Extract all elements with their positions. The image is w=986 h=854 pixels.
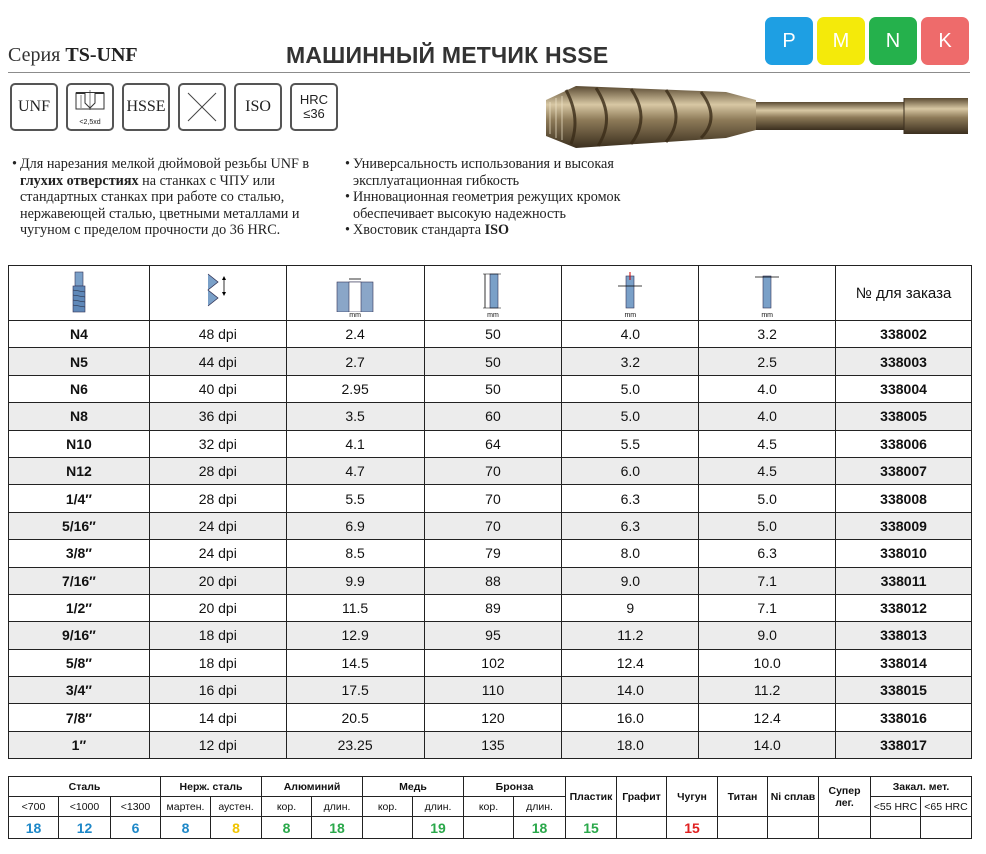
dimensions-table-body bbox=[9, 321, 972, 759]
cell-pitch: 24 dpi bbox=[149, 512, 286, 539]
cell-square: 4.5 bbox=[699, 457, 836, 484]
mat-stainless: Нерж. сталь bbox=[161, 777, 262, 797]
cell-pitch: 36 dpi bbox=[149, 403, 286, 430]
cell-square: 4.0 bbox=[699, 403, 836, 430]
table-row bbox=[9, 403, 972, 430]
sub-steel-700: <700 bbox=[9, 797, 59, 817]
feature-icons bbox=[10, 83, 338, 131]
cell-l: 120 bbox=[424, 704, 562, 731]
value-cast_iron: 15 bbox=[667, 817, 718, 839]
cell-shank: 9 bbox=[562, 594, 699, 621]
value-al2: 18 bbox=[312, 817, 363, 839]
material-badge-p: P bbox=[765, 17, 813, 65]
table-row bbox=[9, 540, 972, 567]
cell-size: 5/8″ bbox=[9, 649, 150, 676]
sub-br-short: кор. bbox=[464, 797, 514, 817]
blind-hole-depth-icon bbox=[66, 83, 114, 131]
value-h2 bbox=[921, 817, 972, 839]
sub-cu-long: длин. bbox=[413, 797, 464, 817]
table-row bbox=[9, 348, 972, 375]
cell-size: N6 bbox=[9, 375, 150, 402]
cell-shank: 4.0 bbox=[562, 321, 699, 348]
mat-cast-iron: Чугун bbox=[667, 777, 718, 817]
col-order-header: № для заказа bbox=[836, 266, 972, 321]
table-row bbox=[9, 512, 972, 539]
cell-d: 3.5 bbox=[286, 403, 424, 430]
cell-size: N5 bbox=[9, 348, 150, 375]
table-row bbox=[9, 704, 972, 731]
cell-square: 3.2 bbox=[699, 321, 836, 348]
table-row bbox=[9, 567, 972, 594]
cell-d: 14.5 bbox=[286, 649, 424, 676]
description-item bbox=[12, 156, 312, 239]
cell-l: 70 bbox=[424, 457, 562, 484]
feature-item: • Инновационная геометрия режущих кромок обеспечивает высокую надежность bbox=[345, 189, 645, 222]
cell-pitch: 28 dpi bbox=[149, 485, 286, 512]
value-ss1: 8 bbox=[161, 817, 211, 839]
cell-square: 12.4 bbox=[699, 704, 836, 731]
cell-d: 2.95 bbox=[286, 375, 424, 402]
sub-cu-short: кор. bbox=[363, 797, 413, 817]
cell-size: N10 bbox=[9, 430, 150, 457]
materials-values-row bbox=[9, 817, 972, 839]
feature-bold: ISO bbox=[484, 222, 510, 238]
cell-pitch: 18 dpi bbox=[149, 649, 286, 676]
cell-d: 2.4 bbox=[286, 321, 424, 348]
cell-order: 338005 bbox=[836, 403, 972, 430]
cell-pitch: 24 dpi bbox=[149, 540, 286, 567]
description-left bbox=[12, 156, 312, 239]
mat-copper: Медь bbox=[363, 777, 464, 797]
cell-pitch: 18 dpi bbox=[149, 622, 286, 649]
unit-label: mm bbox=[624, 312, 637, 319]
cell-d: 9.9 bbox=[286, 567, 424, 594]
cell-l: 79 bbox=[424, 540, 562, 567]
mat-titanium: Титан bbox=[718, 777, 768, 817]
cell-order: 338016 bbox=[836, 704, 972, 731]
hrc-icon bbox=[290, 83, 338, 131]
overall-length-icon bbox=[481, 272, 505, 312]
value-s2: 12 bbox=[59, 817, 111, 839]
col-size-header bbox=[9, 266, 150, 321]
sub-steel-1300: <1300 bbox=[111, 797, 161, 817]
series-label bbox=[8, 44, 138, 67]
cell-l: 70 bbox=[424, 512, 562, 539]
cell-order: 338012 bbox=[836, 594, 972, 621]
cell-order: 338013 bbox=[836, 622, 972, 649]
cell-size: N12 bbox=[9, 457, 150, 484]
cell-shank: 5.0 bbox=[562, 403, 699, 430]
table-row bbox=[9, 485, 972, 512]
materials-group-row bbox=[9, 777, 972, 797]
cell-l: 110 bbox=[424, 677, 562, 704]
feature-text: Хвостовик стандарта bbox=[353, 222, 485, 238]
material-group-badges bbox=[765, 17, 969, 65]
cell-shank: 5.5 bbox=[562, 430, 699, 457]
table-row bbox=[9, 430, 972, 457]
cell-size: N4 bbox=[9, 321, 150, 348]
cell-order: 338010 bbox=[836, 540, 972, 567]
hsse-icon: HSSE bbox=[122, 83, 170, 131]
table-row bbox=[9, 622, 972, 649]
cell-shank: 5.0 bbox=[562, 375, 699, 402]
cell-d: 11.5 bbox=[286, 594, 424, 621]
sub-hrc-55: <55 HRC bbox=[871, 797, 921, 817]
value-ss2: 8 bbox=[211, 817, 262, 839]
drill-diameter-icon bbox=[335, 276, 375, 312]
sub-al-short: кор. bbox=[262, 797, 312, 817]
cell-size: 7/16″ bbox=[9, 567, 150, 594]
description-bold: глухих отверстиях bbox=[20, 172, 139, 189]
value-titanium bbox=[718, 817, 768, 839]
col-square-header bbox=[699, 266, 836, 321]
value-br2: 18 bbox=[514, 817, 566, 839]
hrc-value: ≤36 bbox=[303, 106, 325, 121]
cell-square: 5.0 bbox=[699, 485, 836, 512]
cell-l: 88 bbox=[424, 567, 562, 594]
feature-item: • Универсальность использования и высокая эксплуатационная гибкость bbox=[345, 156, 645, 189]
cell-shank: 6.0 bbox=[562, 457, 699, 484]
cell-square: 4.0 bbox=[699, 375, 836, 402]
cell-shank: 16.0 bbox=[562, 704, 699, 731]
value-cu1 bbox=[363, 817, 413, 839]
value-h1 bbox=[871, 817, 921, 839]
cell-order: 338014 bbox=[836, 649, 972, 676]
square-size-icon bbox=[753, 272, 781, 312]
cell-order: 338004 bbox=[836, 375, 972, 402]
cell-pitch: 16 dpi bbox=[149, 677, 286, 704]
cell-pitch: 44 dpi bbox=[149, 348, 286, 375]
materials-table bbox=[8, 776, 972, 839]
table-row bbox=[9, 594, 972, 621]
table-header-row bbox=[9, 266, 972, 321]
cell-d: 20.5 bbox=[286, 704, 424, 731]
series-name: TS-UNF bbox=[65, 44, 138, 66]
cell-d: 23.25 bbox=[286, 731, 424, 758]
cell-square: 14.0 bbox=[699, 731, 836, 758]
cell-d: 8.5 bbox=[286, 540, 424, 567]
cell-size: N8 bbox=[9, 403, 150, 430]
cell-shank: 12.4 bbox=[562, 649, 699, 676]
unit-label: mm bbox=[349, 312, 361, 319]
sub-br-long: длин. bbox=[514, 797, 566, 817]
description-right bbox=[345, 156, 645, 239]
material-badge-k: K bbox=[921, 17, 969, 65]
cell-square: 9.0 bbox=[699, 622, 836, 649]
table-row bbox=[9, 321, 972, 348]
table-row bbox=[9, 731, 972, 758]
cell-size: 7/8″ bbox=[9, 704, 150, 731]
cell-order: 338006 bbox=[836, 430, 972, 457]
cell-d: 12.9 bbox=[286, 622, 424, 649]
depth-label: <2,5xd bbox=[79, 119, 101, 126]
cell-pitch: 48 dpi bbox=[149, 321, 286, 348]
tap-tool-image bbox=[536, 78, 970, 158]
cell-d: 4.1 bbox=[286, 430, 424, 457]
cell-square: 2.5 bbox=[699, 348, 836, 375]
cell-square: 4.5 bbox=[699, 430, 836, 457]
cell-size: 3/8″ bbox=[9, 540, 150, 567]
value-superalloy bbox=[819, 817, 871, 839]
col-length-header bbox=[424, 266, 562, 321]
cell-pitch: 12 dpi bbox=[149, 731, 286, 758]
cell-order: 338007 bbox=[836, 457, 972, 484]
cell-l: 70 bbox=[424, 485, 562, 512]
cell-shank: 8.0 bbox=[562, 540, 699, 567]
cell-pitch: 32 dpi bbox=[149, 430, 286, 457]
cell-order: 338003 bbox=[836, 348, 972, 375]
cell-l: 95 bbox=[424, 622, 562, 649]
series-prefix: Серия bbox=[8, 44, 61, 66]
value-s1: 18 bbox=[9, 817, 59, 839]
table-row bbox=[9, 457, 972, 484]
material-badge-n: N bbox=[869, 17, 917, 65]
cell-size: 1″ bbox=[9, 731, 150, 758]
cell-d: 6.9 bbox=[286, 512, 424, 539]
cell-shank: 14.0 bbox=[562, 677, 699, 704]
cell-l: 102 bbox=[424, 649, 562, 676]
description-text: на станках с ЧПУ или стандартных станках при работе со сталью, нержавеющей сталью, цветными металлами и чугуном с пределом прочности до 36 HRC. bbox=[20, 172, 300, 238]
cell-pitch: 40 dpi bbox=[149, 375, 286, 402]
cell-d: 4.7 bbox=[286, 457, 424, 484]
cell-square: 11.2 bbox=[699, 677, 836, 704]
sub-martensitic: мартен. bbox=[161, 797, 211, 817]
cell-l: 50 bbox=[424, 321, 562, 348]
value-plastic: 15 bbox=[566, 817, 617, 839]
cell-pitch: 28 dpi bbox=[149, 457, 286, 484]
cell-order: 338002 bbox=[836, 321, 972, 348]
page-title: МАШИННЫЙ МЕТЧИК HSSE bbox=[286, 42, 609, 68]
sub-austenitic: аустен. bbox=[211, 797, 262, 817]
value-al1: 8 bbox=[262, 817, 312, 839]
mat-aluminium: Алюминий bbox=[262, 777, 363, 797]
cell-size: 1/2″ bbox=[9, 594, 150, 621]
cell-square: 5.0 bbox=[699, 512, 836, 539]
cell-d: 17.5 bbox=[286, 677, 424, 704]
value-br1 bbox=[464, 817, 514, 839]
sub-steel-1000: <1000 bbox=[59, 797, 111, 817]
unit-label: mm bbox=[487, 312, 499, 319]
sub-al-long: длин. bbox=[312, 797, 363, 817]
cell-pitch: 14 dpi bbox=[149, 704, 286, 731]
cell-order: 338015 bbox=[836, 677, 972, 704]
sub-hrc-65: <65 HRC bbox=[921, 797, 972, 817]
cell-shank: 11.2 bbox=[562, 622, 699, 649]
col-drill-header bbox=[286, 266, 424, 321]
cell-pitch: 20 dpi bbox=[149, 567, 286, 594]
cell-l: 50 bbox=[424, 375, 562, 402]
table-row bbox=[9, 649, 972, 676]
mat-plastic: Пластик bbox=[566, 777, 617, 817]
cell-size: 9/16″ bbox=[9, 622, 150, 649]
cell-d: 5.5 bbox=[286, 485, 424, 512]
cell-square: 7.1 bbox=[699, 594, 836, 621]
iso-icon: ISO bbox=[234, 83, 282, 131]
cell-l: 135 bbox=[424, 731, 562, 758]
cell-l: 64 bbox=[424, 430, 562, 457]
cell-size: 3/4″ bbox=[9, 677, 150, 704]
value-cu2: 19 bbox=[413, 817, 464, 839]
cell-order: 338017 bbox=[836, 731, 972, 758]
value-ni_alloy bbox=[768, 817, 819, 839]
unf-icon: UNF bbox=[10, 83, 58, 131]
cell-shank: 6.3 bbox=[562, 512, 699, 539]
cell-shank: 3.2 bbox=[562, 348, 699, 375]
col-pitch-header bbox=[149, 266, 286, 321]
cell-shank: 9.0 bbox=[562, 567, 699, 594]
mat-superalloy: Супер лег. bbox=[819, 777, 871, 817]
unit-label: mm bbox=[761, 312, 773, 319]
cell-l: 50 bbox=[424, 348, 562, 375]
cell-d: 2.7 bbox=[286, 348, 424, 375]
cell-pitch: 20 dpi bbox=[149, 594, 286, 621]
no-coating-icon bbox=[178, 83, 226, 131]
mat-bronze: Бронза bbox=[464, 777, 566, 797]
cell-size: 5/16″ bbox=[9, 512, 150, 539]
cell-order: 338009 bbox=[836, 512, 972, 539]
table-row bbox=[9, 677, 972, 704]
cell-shank: 18.0 bbox=[562, 731, 699, 758]
description-text: Для нарезания мелкой дюймовой резьбы UNF в bbox=[20, 156, 310, 172]
cell-square: 10.0 bbox=[699, 649, 836, 676]
mat-steel: Сталь bbox=[9, 777, 161, 797]
feature-item bbox=[345, 222, 645, 239]
material-badge-m: M bbox=[817, 17, 865, 65]
mat-graphite: Графит bbox=[617, 777, 667, 817]
cell-square: 7.1 bbox=[699, 567, 836, 594]
thread-size-icon bbox=[69, 270, 89, 314]
cell-l: 60 bbox=[424, 403, 562, 430]
dimensions-table bbox=[8, 265, 972, 759]
cell-order: 338008 bbox=[836, 485, 972, 512]
mat-hardened: Закал. мет. bbox=[871, 777, 972, 797]
shank-diameter-icon bbox=[616, 272, 644, 312]
col-shank-header bbox=[562, 266, 699, 321]
cell-shank: 6.3 bbox=[562, 485, 699, 512]
table-row bbox=[9, 375, 972, 402]
cell-l: 89 bbox=[424, 594, 562, 621]
hrc-label: HRC bbox=[299, 92, 329, 107]
cell-square: 6.3 bbox=[699, 540, 836, 567]
cell-size: 1/4″ bbox=[9, 485, 150, 512]
value-s3: 6 bbox=[111, 817, 161, 839]
cell-order: 338011 bbox=[836, 567, 972, 594]
value-graphite bbox=[617, 817, 667, 839]
title-divider bbox=[8, 72, 970, 73]
mat-ni-alloy: Ni сплав bbox=[768, 777, 819, 817]
thread-pitch-icon bbox=[206, 270, 230, 314]
